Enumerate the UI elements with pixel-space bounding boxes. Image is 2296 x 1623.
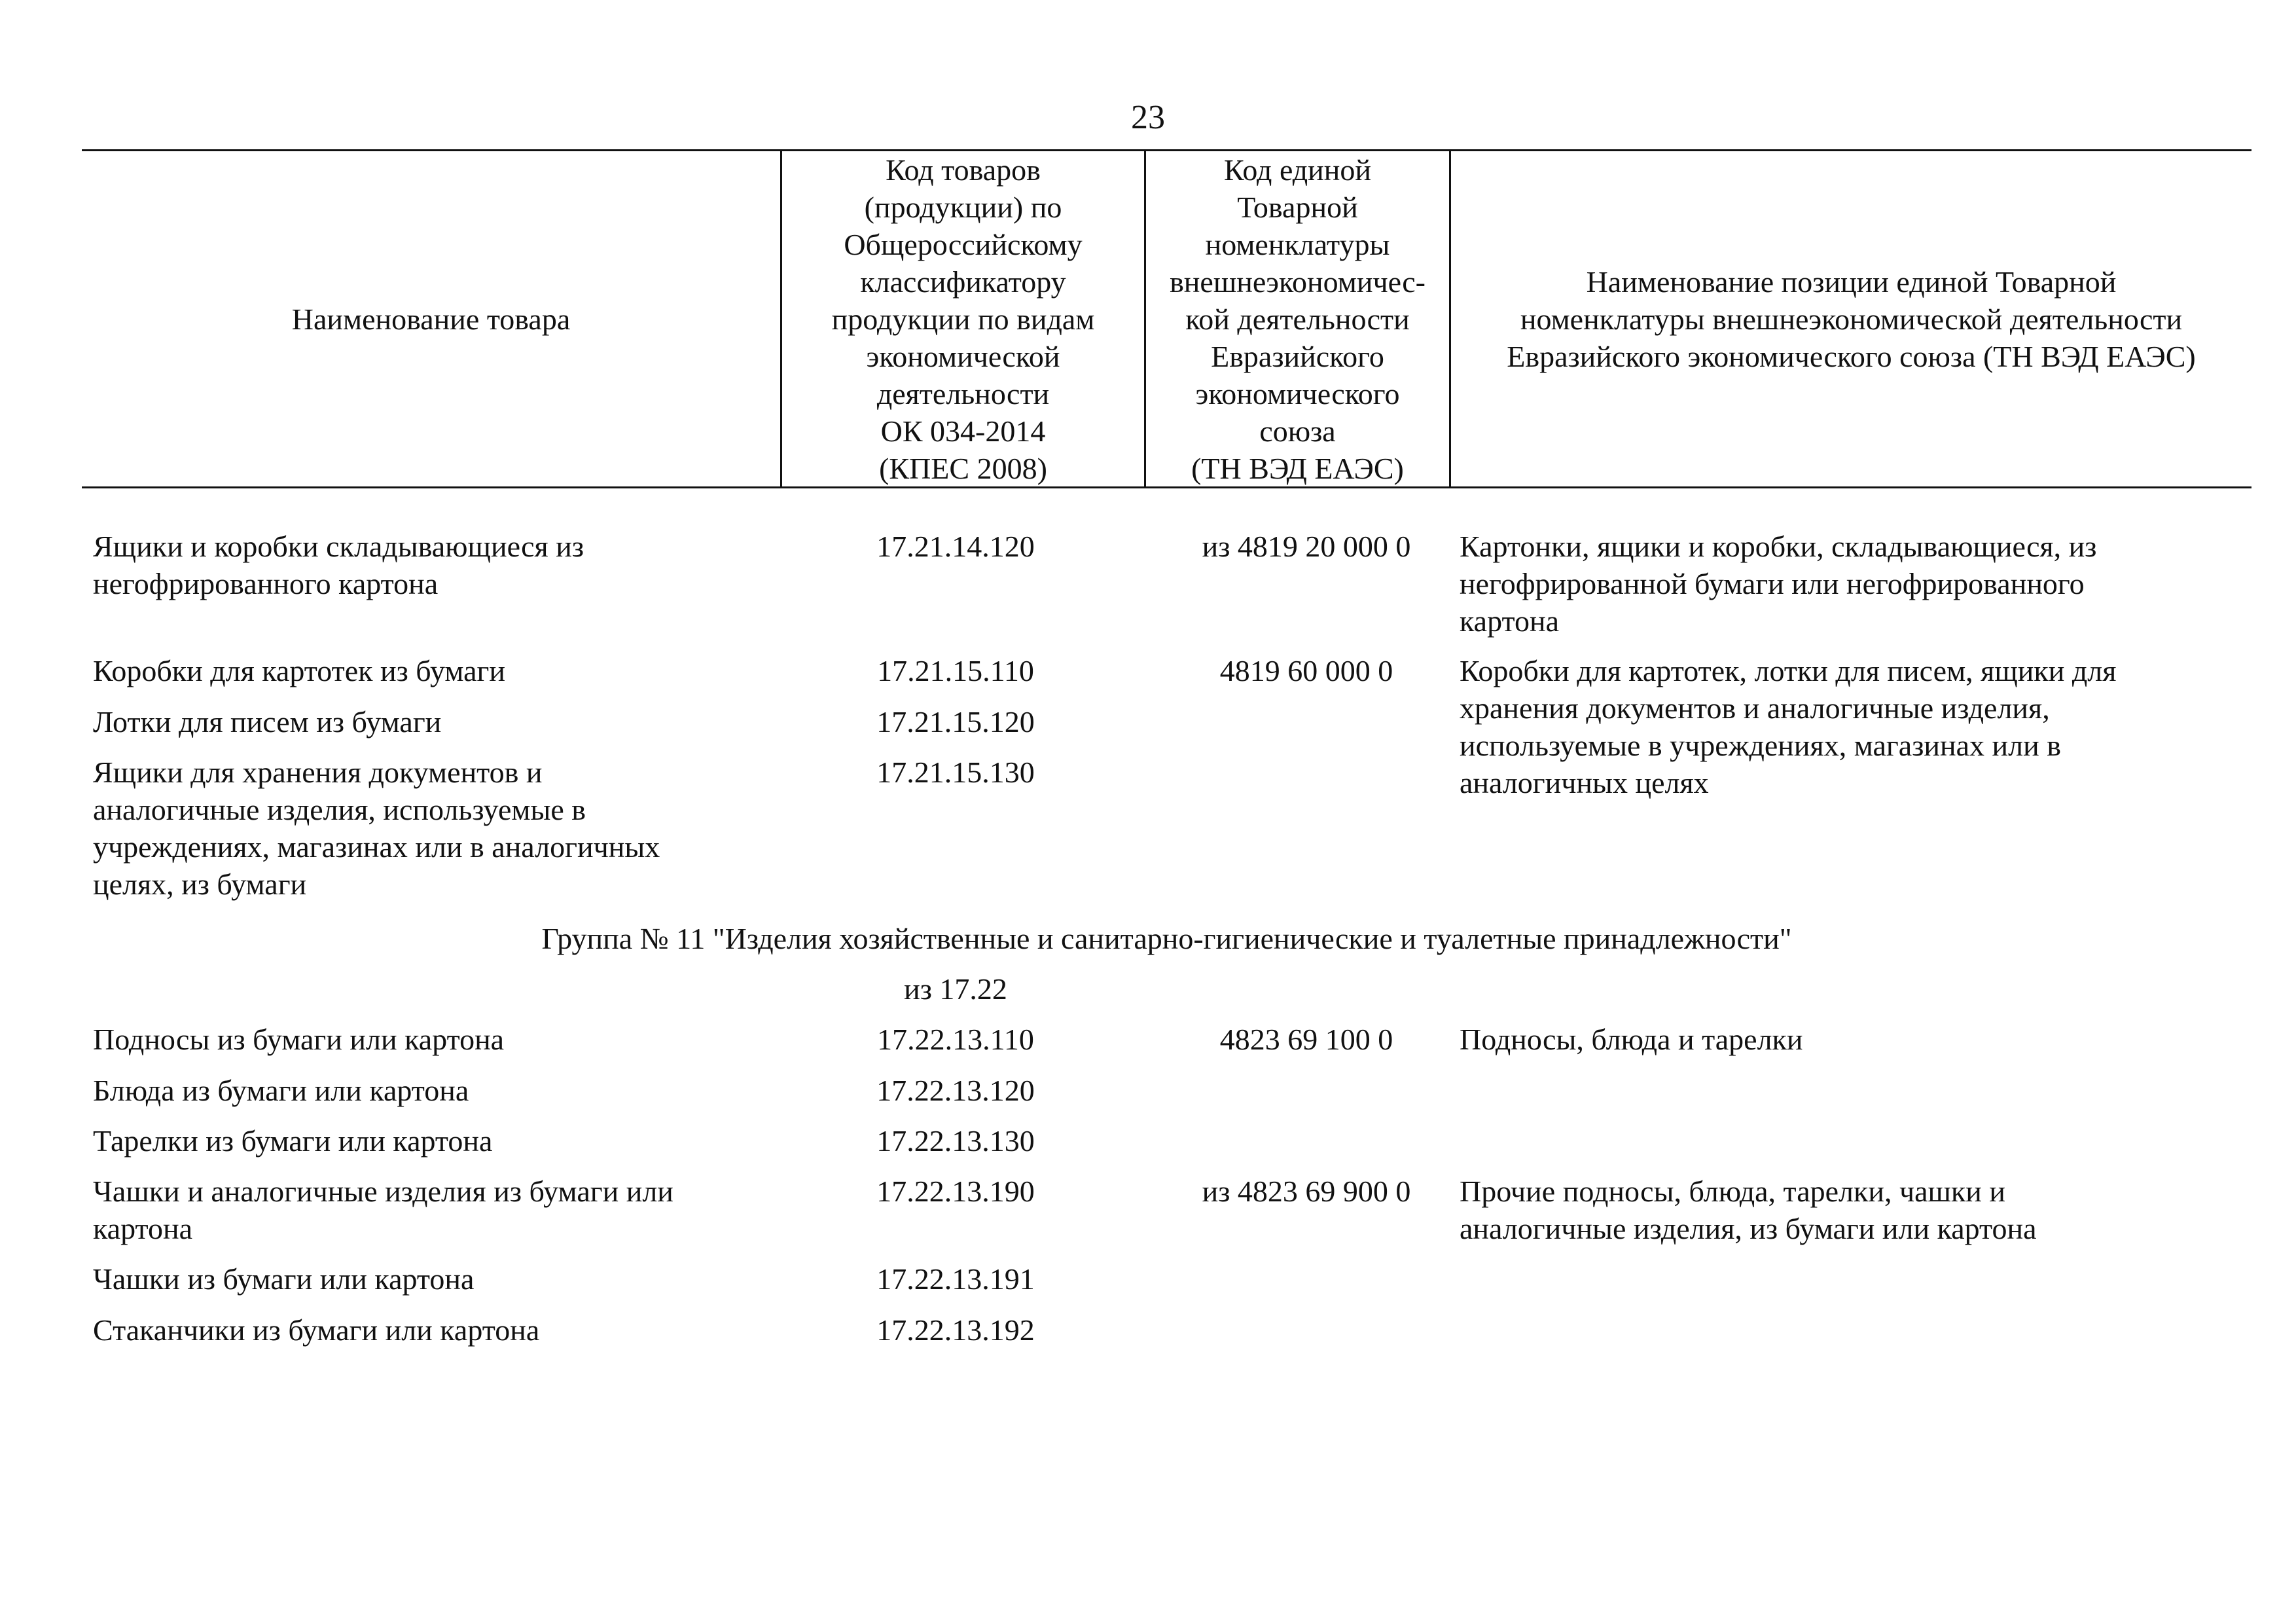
table-row-tnved: 4823 69 100 0 bbox=[1219, 1023, 1393, 1056]
table-row-name: Тарелки из бумаги или картона bbox=[93, 1124, 493, 1158]
table-header bbox=[82, 149, 2251, 488]
group-heading: Группа № 11 "Изделия хозяйственные и санитарно-гигиенические и туалетные принадлежности" bbox=[541, 922, 1792, 955]
group-code: из 17.22 bbox=[904, 972, 1007, 1006]
header-product-name: Наименование товара bbox=[82, 151, 782, 486]
table-row-name: Лотки для писем из бумаги bbox=[93, 705, 442, 739]
table-row-tnved: из 4823 69 900 0 bbox=[1202, 1175, 1411, 1208]
table-row-okpd: 17.22.13.110 bbox=[877, 1023, 1034, 1056]
table-row-tnved: из 4819 20 000 0 bbox=[1202, 530, 1411, 563]
table-row-okpd: 17.21.15.110 bbox=[877, 654, 1034, 687]
header-tnved-description: Наименование позиции единой Товарной номенклатуры внешнеэкономической деятельности Евразийского экономического союза (ТН ВЭД ЕАЭС) bbox=[1507, 264, 2196, 373]
table-row-name: Чашки и аналогичные изделия из бумаги или картона bbox=[93, 1175, 673, 1245]
table-row-description: Картонки, ящики и коробки, складывающиеся, из негофрированной бумаги или негофрированного картона bbox=[1460, 530, 2097, 638]
table-row-okpd: 17.21.15.130 bbox=[876, 756, 1035, 789]
table-row-okpd: 17.22.13.191 bbox=[876, 1262, 1035, 1296]
table-row-okpd: 17.22.13.120 bbox=[876, 1074, 1035, 1107]
table-row-name: Подносы из бумаги или картона bbox=[93, 1023, 505, 1056]
table-row-description: Прочие подносы, блюда, тарелки, чашки и аналогичные изделия, из бумаги или картона bbox=[1460, 1175, 2037, 1245]
table-row-name: Чашки из бумаги или картона bbox=[93, 1262, 475, 1296]
table-row-okpd: 17.21.14.120 bbox=[876, 530, 1035, 563]
table-row-okpd: 17.22.13.192 bbox=[876, 1313, 1035, 1347]
header-tnved-code: Код единой Товарной номенклатуры внешнеэкономичес- кой деятельности Евразийского экономического союза (ТН ВЭД ЕАЭС) bbox=[1146, 151, 1451, 486]
table-row-name: Блюда из бумаги или картона bbox=[93, 1074, 469, 1107]
table-row-name: Ящики для хранения документов и аналогичные изделия, используемые в учреждениях, магазинах или в аналогичных целях, из бумаги bbox=[93, 756, 660, 901]
table-row-okpd: 17.22.13.190 bbox=[876, 1175, 1035, 1208]
table-row-name: Стаканчики из бумаги или картона bbox=[93, 1313, 540, 1347]
table-row-description: Подносы, блюда и тарелки bbox=[1460, 1023, 1803, 1056]
page-number: 23 bbox=[1131, 99, 1165, 136]
header-okpd-code: Код товаров (продукции) по Общероссийскому классификатору продукции по видам экономической деятельности ОК 034-2014 (КПЕС 2008) bbox=[782, 151, 1146, 486]
table-row-name: Ящики и коробки складывающиеся из негофрированного картона bbox=[93, 530, 584, 600]
table-row-name: Коробки для картотек из бумаги bbox=[93, 654, 506, 687]
table-row-tnved: 4819 60 000 0 bbox=[1219, 654, 1393, 687]
table-row-okpd: 17.22.13.130 bbox=[876, 1124, 1035, 1158]
table-row-okpd: 17.21.15.120 bbox=[876, 705, 1035, 739]
table-row-description: Коробки для картотек, лотки для писем, ящики для хранения документов и аналогичные изделия, используемые в учреждениях, магазинах или в аналогичных целях bbox=[1460, 654, 2117, 799]
